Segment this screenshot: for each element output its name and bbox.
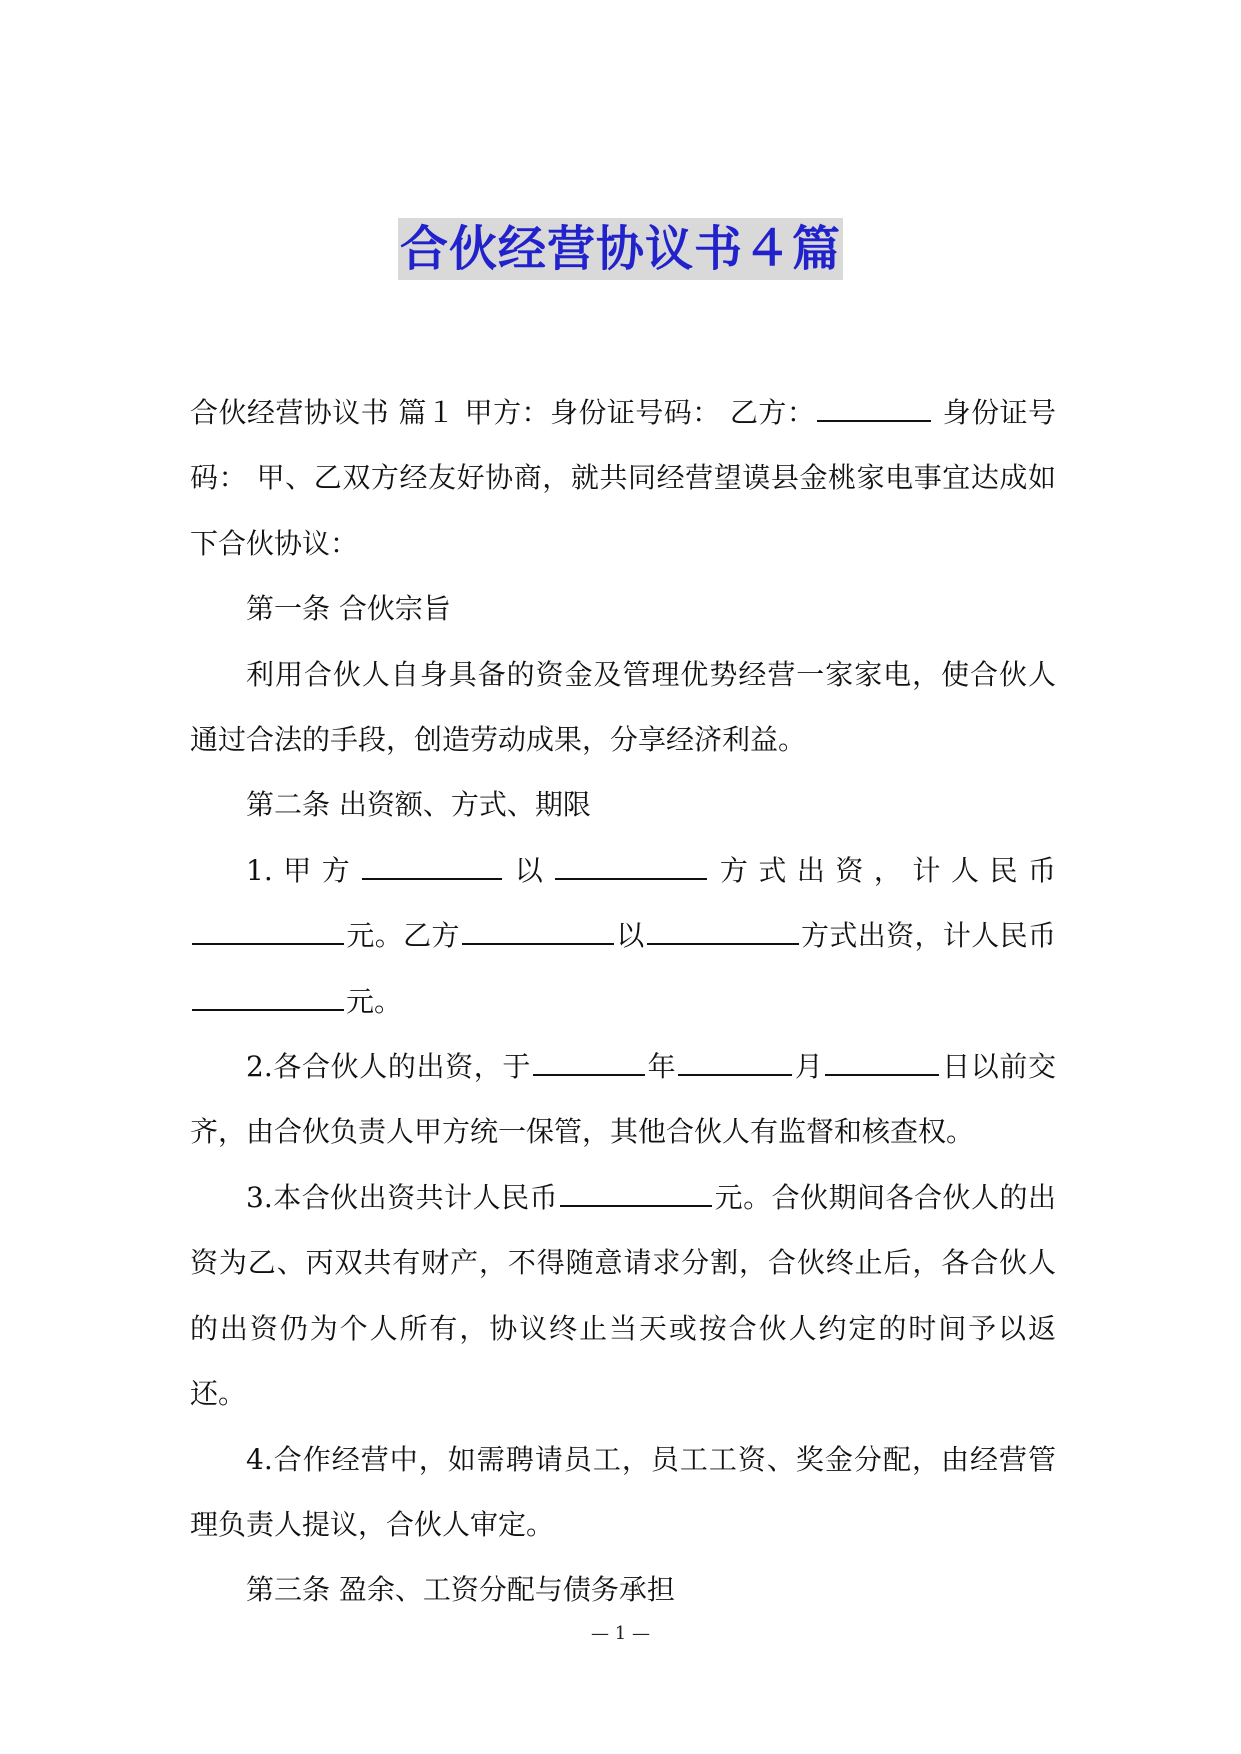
blank-line <box>192 912 344 945</box>
clause-2-4: 4.合作经营中，如需聘请员工，员工工资、奖金分配，由经营管理负责人提议，合伙人审定。 <box>190 1442 1056 1541</box>
blank-line <box>362 847 502 880</box>
blank-line <box>533 1043 645 1076</box>
clause-text: 以 <box>615 919 645 953</box>
article-1-heading: 第一条 合伙宗旨 <box>246 592 451 626</box>
blank-line <box>817 389 931 422</box>
document-body <box>190 380 1056 1623</box>
document-title: 合伙经营协议书４篇 <box>398 218 843 280</box>
clause-text: 元。合伙期间各合伙人的出资为乙、丙双共有财产，不得随意请求分割，合伙终止后，各合伙人的出资仍为个人所有，协议终止当天或按合伙人约定的时间予以返还。 <box>190 1180 1056 1411</box>
clause-text: 2.各合伙人的出资，于 <box>246 1050 531 1084</box>
title-container <box>0 218 1241 280</box>
clause-text: 方式出资，计人民币 <box>800 919 1056 953</box>
article-2-heading: 第二条 出资额、方式、期限 <box>246 788 591 822</box>
blank-line <box>192 978 344 1011</box>
intro-paragraph <box>190 380 1056 576</box>
blank-line <box>647 912 799 945</box>
clause-text: 元。乙方 <box>346 919 460 953</box>
clause-text: 1.甲方 <box>246 853 361 887</box>
clause-2-1 <box>190 838 1056 1034</box>
article-1-text: 利用合伙人自身具备的资金及管理优势经营一家家电，使合伙人通过合法的手段，创造劳动成果，分享经济利益。 <box>190 657 1056 757</box>
intro-text-b: 身份证号码： 甲、乙双方经友好协商，就共同经营望谟县金桃家电事宜达成如下合伙协议： <box>190 396 1056 560</box>
clause-text: 年 <box>646 1050 677 1084</box>
blank-line <box>825 1043 939 1076</box>
intro-text-a: 合伙经营协议书 篇１ 甲方：身份证号码： 乙方： <box>190 396 816 429</box>
clause-2-2 <box>190 1034 1056 1165</box>
clause-text: 以 <box>504 853 554 887</box>
blank-line <box>678 1043 792 1076</box>
clause-text: 月 <box>794 1050 824 1084</box>
clause-text: 元。 <box>346 984 403 1018</box>
clause-text: 方式出资，计人民币 <box>709 853 1056 887</box>
blank-line <box>555 847 707 880</box>
clause-text: 3.本合伙出资共计人民币 <box>246 1180 559 1214</box>
article-3-heading: 第三条 盈余、工资分配与债务承担 <box>246 1573 675 1607</box>
clause-text: 日以前交齐，由合伙负责人甲方统一保管，其他合伙人有监督和核查权。 <box>190 1050 1056 1149</box>
page-number: — 1 — <box>591 1623 650 1644</box>
clause-2-3 <box>190 1165 1056 1427</box>
blank-line <box>462 912 614 945</box>
blank-line <box>560 1174 712 1207</box>
